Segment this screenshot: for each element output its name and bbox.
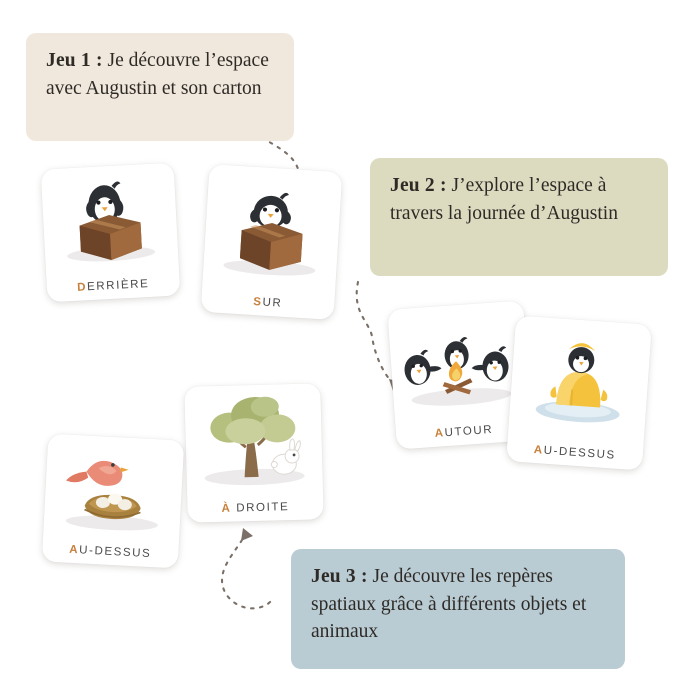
callout-jeu-1-text: Je découvre l’espace avec Augustin et son carton bbox=[46, 50, 269, 99]
callout-jeu-1 bbox=[26, 33, 294, 141]
card-derriere-caption-rest: ERRIÈRE bbox=[86, 278, 150, 294]
card-sur-caption-rest: UR bbox=[262, 296, 283, 310]
card-au-dessus-nid-caption-rest: U-DESSUS bbox=[78, 544, 152, 561]
card-au-dessus-flaque-caption bbox=[507, 442, 644, 463]
card-au-dessus-flaque-caption-first: A bbox=[533, 444, 545, 457]
card-a-droite-caption bbox=[187, 500, 323, 516]
card-derriere[interactable] bbox=[41, 163, 181, 303]
illustration-penguin-on-box bbox=[202, 164, 342, 294]
card-au-dessus-nid[interactable] bbox=[42, 434, 185, 569]
callout-jeu-2 bbox=[370, 158, 668, 276]
illustration-penguin-behind-box bbox=[41, 163, 179, 277]
card-derriere-caption bbox=[47, 276, 180, 295]
callout-jeu-3-lead: Jeu 3 : bbox=[311, 566, 368, 587]
callout-jeu-2-text: J’explore l’espace à travers la journée d’Augustin bbox=[390, 175, 618, 224]
callout-jeu-3-text: Je découvre les repères spatiaux grâce à différents objets et animaux bbox=[311, 566, 587, 643]
arrow-jeu2 bbox=[357, 282, 392, 382]
card-a-droite-caption-rest: DROITE bbox=[236, 501, 290, 515]
callout-jeu-1-lead: Jeu 1 : bbox=[46, 50, 103, 71]
arrow-jeu3-head bbox=[241, 528, 253, 541]
card-sur-caption-first: S bbox=[252, 296, 263, 309]
illustration-penguin-above-puddle bbox=[508, 315, 652, 444]
card-au-dessus-flaque[interactable] bbox=[506, 315, 652, 470]
card-autour-caption-first: A bbox=[434, 427, 446, 440]
callout-jeu-3 bbox=[291, 549, 625, 669]
card-autour-caption-rest: UTOUR bbox=[444, 423, 494, 440]
card-a-droite[interactable] bbox=[184, 383, 324, 523]
card-sur-caption bbox=[201, 293, 334, 313]
card-a-droite-caption-first: À bbox=[221, 502, 237, 515]
illustration-rabbit-right-of-tree bbox=[184, 383, 323, 497]
card-au-dessus-nid-caption bbox=[42, 542, 178, 561]
card-au-dessus-flaque-caption-rest: U-DESSUS bbox=[543, 444, 617, 462]
card-derriere-caption-first: D bbox=[76, 281, 88, 294]
card-sur[interactable] bbox=[201, 164, 343, 320]
illustration-bird-above-nest bbox=[43, 434, 184, 543]
callout-jeu-2-lead: Jeu 2 : bbox=[390, 175, 447, 196]
card-au-dessus-nid-caption-first: A bbox=[68, 543, 80, 557]
arrow-jeu3 bbox=[222, 540, 272, 608]
